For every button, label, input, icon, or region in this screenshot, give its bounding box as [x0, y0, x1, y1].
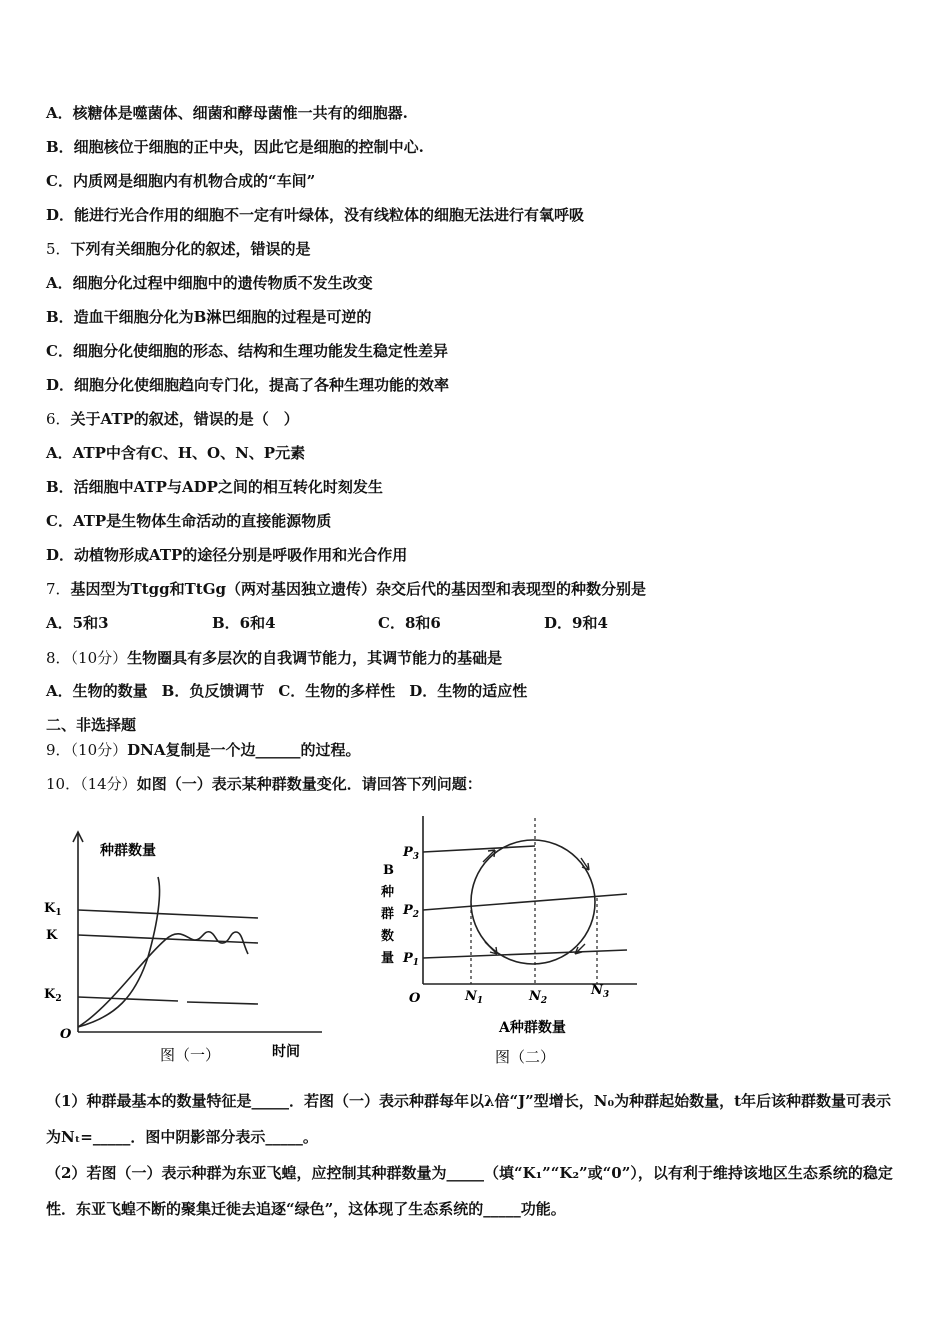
- q4-option-d: D．能进行光合作用的细胞不一定有叶绿体，没有线粒体的细胞无法进行有氧呼吸: [46, 206, 585, 224]
- fig2-p3-line: [423, 846, 535, 852]
- fig2-y-label-b: B: [383, 863, 394, 878]
- fig1-k2-label: $K_2$: [44, 987, 62, 1004]
- q6-option-b: B．活细胞中ATP与ADP之间的相互转化时刻发生: [46, 478, 383, 496]
- fig2-n2-label: $N_2$: [529, 989, 548, 1006]
- q6-option-d: D．动植物形成ATP的途径分别是呼吸作用和光合作用: [46, 546, 408, 564]
- fig2-p2-label: $P_2$: [403, 903, 420, 920]
- q7-option-d: D．9和4: [544, 614, 608, 632]
- fig1-caption: 图（一）: [160, 1046, 221, 1064]
- fig2-y-label-char-4: 量: [381, 951, 395, 966]
- q7-options: [46, 613, 608, 633]
- fig1-k1-label: $K_1$: [44, 901, 62, 918]
- q6-text: 关于ATP的叙述，错误的是（ ）: [70, 410, 299, 428]
- q5-option-a: A．细胞分化过程中细胞中的遗传物质不发生改变: [46, 274, 373, 292]
- fig2-arrow-bottom-left: [485, 942, 497, 954]
- fig1-k1-line: [78, 910, 258, 918]
- q5-text: 下列有关细胞分化的叙述，错误的是: [70, 240, 311, 258]
- q10-text: 如图（一）表示某种群数量变化．请回答下列问题：: [136, 775, 482, 793]
- q10-sub-2: [46, 1155, 906, 1227]
- q5-option-b: B．造血干细胞分化为B淋巴细胞的过程是可逆的: [46, 308, 372, 326]
- fig2-arrow-top-left: [483, 850, 495, 862]
- q8-option-a: A．生物的数量: [46, 682, 148, 700]
- q7-text: 基因型为Ttgg和TtGg（两对基因独立遗传）杂交后代的基因型和表现型的种数分别是: [70, 580, 647, 598]
- q8-option-b: B．负反馈调节: [161, 682, 265, 700]
- q7-option-b: B．6和4: [212, 614, 276, 632]
- q8-option-c: C．生物的多样性: [278, 682, 396, 700]
- q6-option-a: A．ATP中含有C、H、O、N、P元素: [46, 444, 306, 462]
- q7-number: 7．: [46, 580, 71, 598]
- fig2-caption: 图（二）: [495, 1048, 556, 1066]
- q10-sub-2-text: 若图（一）表示种群为东亚飞蝗，应控制其种群数量为_____（填“K₁”“K₂”或“0”），以有利于维持该地区生态系统的稳定性．东亚飞蝗不断的聚集迁徙去追逐“绿色”，这体现了生态系统的_____功能。: [46, 1164, 893, 1218]
- q4-option-b: B．细胞核位于细胞的正中央，因此它是细胞的控制中心.: [46, 138, 424, 156]
- q6-stem: [46, 409, 299, 429]
- q8-stem: [46, 648, 502, 668]
- fig2-y-label-char-2: 群: [381, 907, 395, 922]
- q9-stem: [46, 740, 361, 760]
- q5-stem: [46, 239, 311, 259]
- fig1-origin: O: [60, 1027, 72, 1042]
- q10-sub-1: [46, 1083, 906, 1155]
- figure-2-predator-prey: [375, 810, 655, 1072]
- q10-sub-2-label: （2）: [46, 1164, 87, 1182]
- q8-options: [46, 681, 527, 701]
- q5-option-d: D．细胞分化使细胞趋向专门化，提高了各种生理功能的效率: [46, 376, 450, 394]
- q9-number: 9．（10分）: [46, 741, 128, 759]
- q8-text: 生物圈具有多层次的自我调节能力，其调节能力的基础是: [127, 649, 503, 667]
- fig2-x-label: A种群数量: [499, 1020, 566, 1036]
- fig2-p1-label: $P_1$: [403, 951, 420, 968]
- q6-option-c: C．ATP是生物体生命活动的直接能源物质: [46, 512, 332, 530]
- fig2-y-label-char-1: 种: [381, 885, 395, 900]
- fig2-p3-label: $P_3$: [403, 845, 420, 862]
- q9-text: DNA复制是一个边______的过程。: [127, 741, 361, 759]
- q7-stem: [46, 579, 646, 599]
- q5-number: 5．: [46, 240, 71, 258]
- fig2-n1-label: $N_1$: [465, 989, 484, 1006]
- q4-option-a: A．核糖体是噬菌体、细菌和酵母菌惟一共有的细胞器.: [46, 104, 408, 122]
- fig2-origin: O: [409, 991, 421, 1006]
- figure-1-population-curve: [40, 822, 330, 1072]
- q8-number: 8．（10分）: [46, 649, 128, 667]
- fig2-p2-line: [423, 894, 627, 910]
- fig1-x-label: 时间: [272, 1044, 300, 1060]
- q4-option-c: C．内质网是细胞内有机物合成的“车间”: [46, 172, 316, 190]
- q10-sub-1-label: （1）: [46, 1092, 87, 1110]
- fig1-j-curve: [78, 877, 160, 1027]
- fig1-k-label: K: [46, 928, 58, 943]
- fig1-s-curve: [78, 932, 248, 1027]
- section-heading: 二、非选择题: [46, 716, 137, 734]
- q10-stem: [46, 774, 482, 794]
- q8-option-d: D．生物的适应性: [409, 682, 528, 700]
- fig1-k2-line-right: [187, 1002, 258, 1004]
- q7-option-c: C．8和6: [378, 614, 441, 632]
- fig1-y-label: 种群数量: [100, 843, 156, 859]
- q5-option-c: C．细胞分化使细胞的形态、结构和生理功能发生稳定性差异: [46, 342, 448, 360]
- fig2-y-label-char-3: 数: [381, 929, 395, 944]
- q6-number: 6．: [46, 410, 71, 428]
- q10-number: 10．（14分）: [46, 775, 137, 793]
- q10-sub-1-text: 种群最基本的数量特征是_____．若图（一）表示种群每年以λ倍“J”型增长，N₀为种群起始数量，t年后该种群数量可表示为Nₜ=_____．图中阴影部分表示_____。: [46, 1092, 892, 1146]
- fig2-n3-label: $N_3$: [591, 983, 610, 1000]
- q7-option-a: A．5和3: [46, 614, 109, 632]
